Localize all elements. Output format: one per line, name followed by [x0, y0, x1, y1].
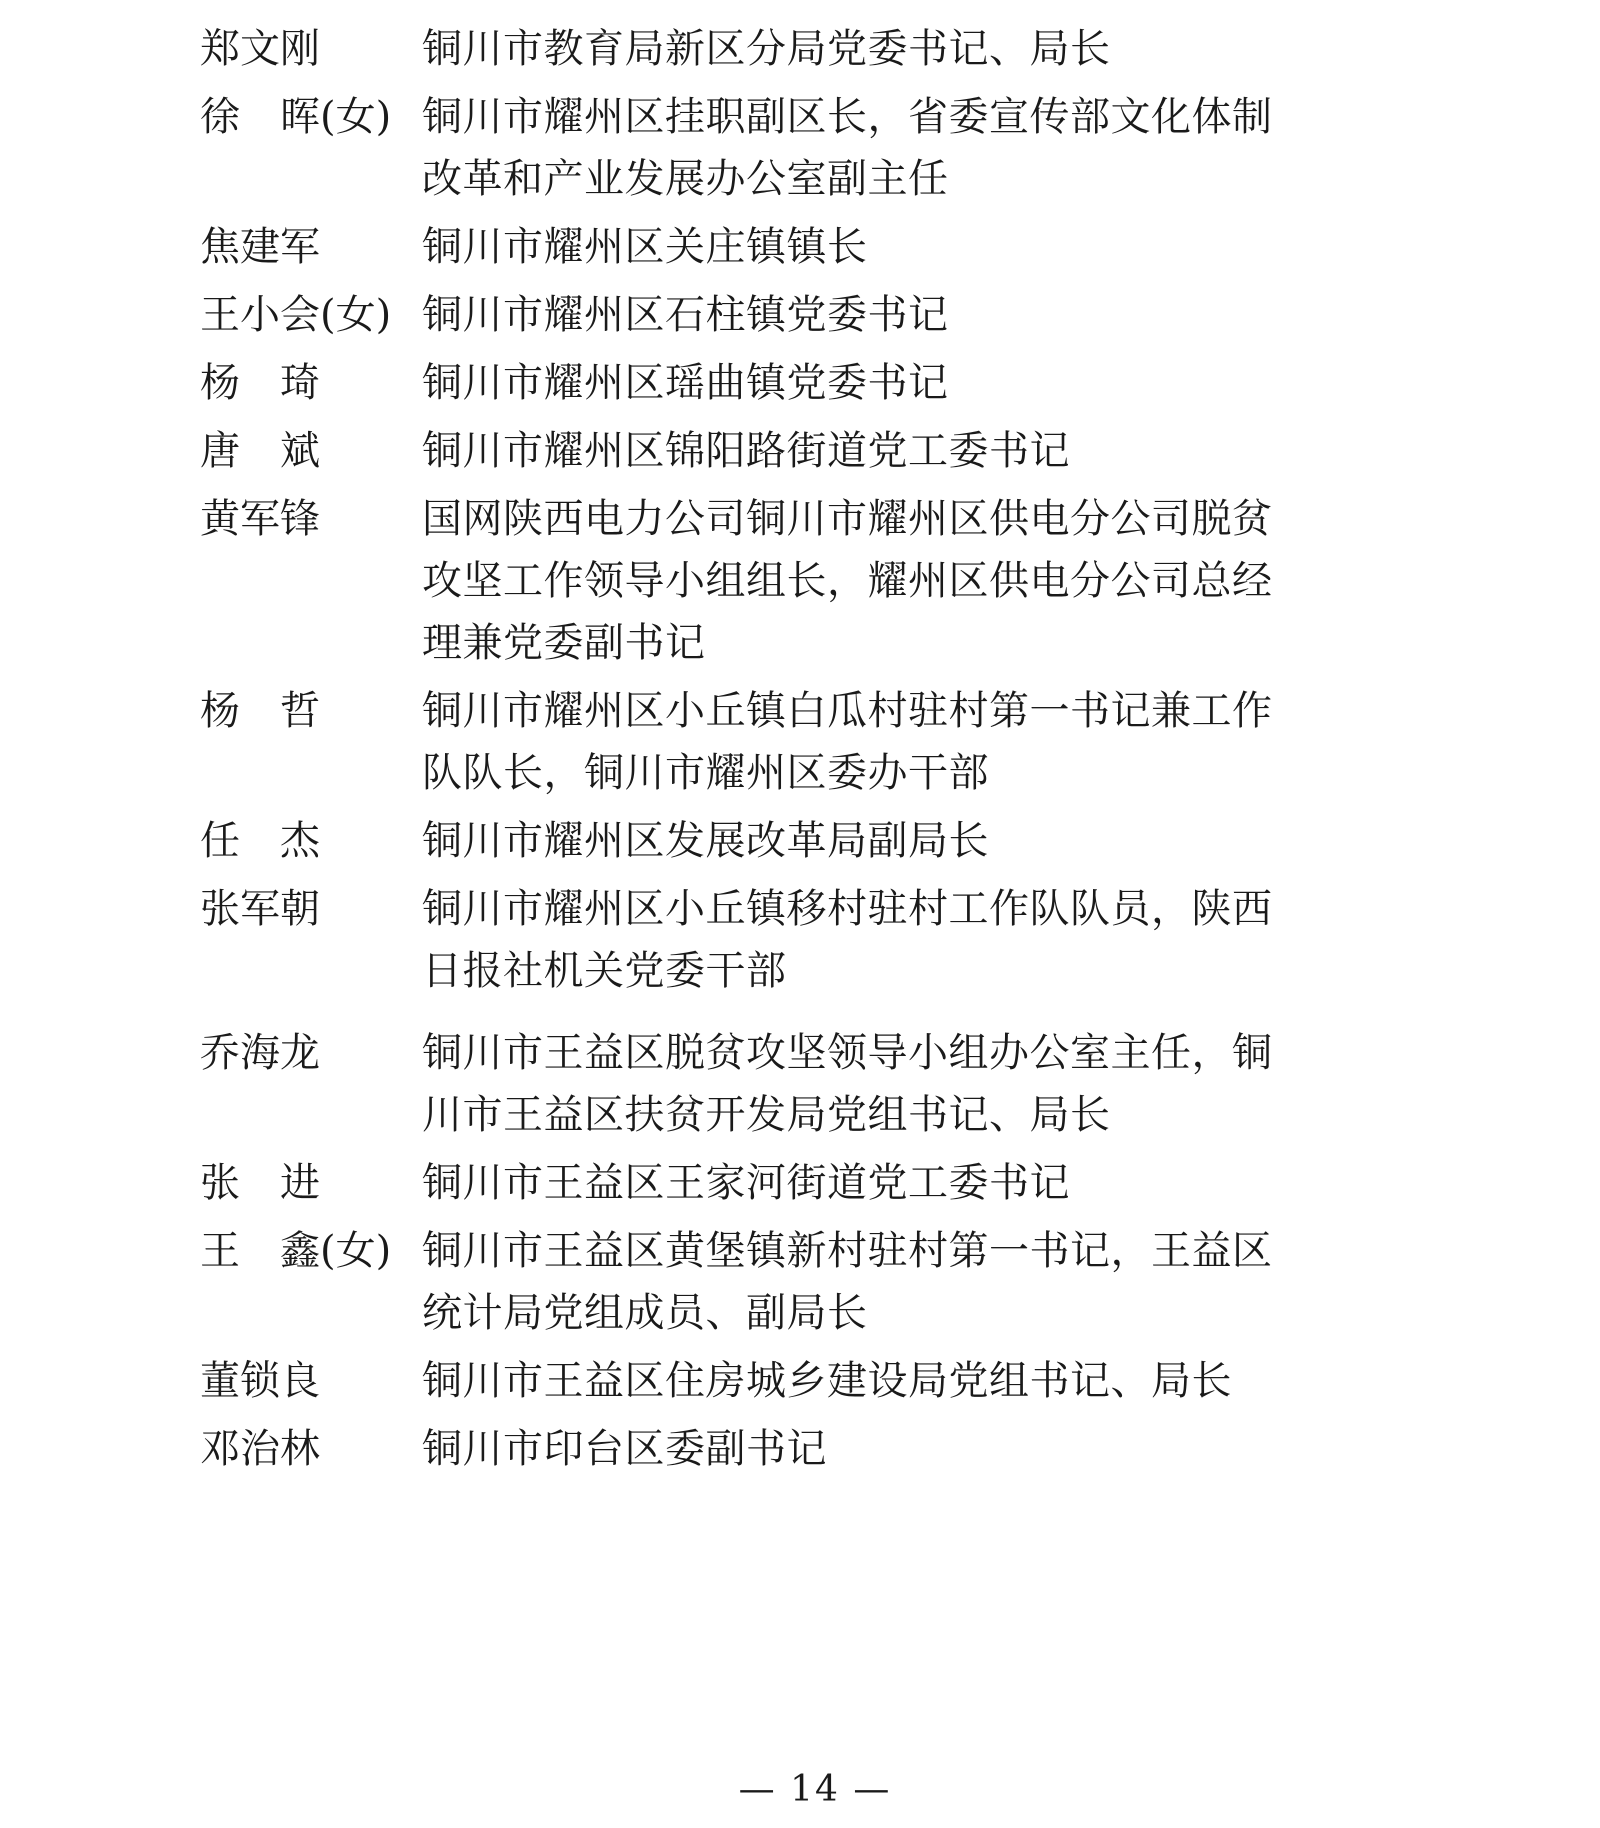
person-title-line: 川市王益区扶贫开发局党组书记、局长: [422, 1092, 1111, 1138]
person-title-line: 理兼党委副书记: [422, 620, 706, 666]
list-item: [200, 1152, 1420, 1214]
person-name: 焦建军: [200, 224, 320, 270]
page-footer: [0, 1769, 1600, 1810]
name-list: [200, 18, 1420, 1480]
person-title-line: 铜川市耀州区锦阳路街道党工委书记: [422, 428, 1070, 474]
person-name: 乔海龙: [200, 1030, 320, 1076]
list-item: [200, 1022, 1420, 1146]
person-name: 杨 琦: [200, 360, 320, 406]
list-item: [200, 810, 1420, 872]
list-item: [200, 352, 1420, 414]
person-title-line: 铜川市耀州区关庄镇镇长: [422, 224, 868, 270]
list-item: [200, 216, 1420, 278]
person-title-line: 攻坚工作领导小组组长，耀州区供电分公司总经: [422, 558, 1273, 604]
person-title: [422, 1418, 1420, 1480]
person-title: [422, 878, 1420, 1002]
person-title-line: 日报社机关党委干部: [422, 948, 787, 994]
list-item: [200, 284, 1420, 346]
person-name: 董锁良: [200, 1358, 320, 1404]
list-item: [200, 18, 1420, 80]
person-name: 黄军锋: [200, 496, 320, 542]
person-title-line: 铜川市教育局新区分局党委书记、局长: [422, 26, 1111, 72]
person-title-line: 铜川市王益区脱贫攻坚领导小组办公室主任，铜: [422, 1030, 1273, 1076]
list-item: [200, 86, 1420, 210]
person-title-line: 改革和产业发展办公室副主任: [422, 156, 949, 202]
person-title: [422, 18, 1420, 80]
person-name: 张 进: [200, 1160, 320, 1206]
person-title: [422, 1152, 1420, 1214]
person-title: [422, 86, 1420, 210]
list-item: [200, 1220, 1420, 1344]
person-name: 徐 晖(女): [200, 94, 392, 140]
person-title: [422, 420, 1420, 482]
list-item: [200, 680, 1420, 804]
person-title-line: 队队长，铜川市耀州区委办干部: [422, 750, 989, 796]
person-title-line: 国网陕西电力公司铜川市耀州区供电分公司脱贫: [422, 496, 1273, 542]
person-title: [422, 352, 1420, 414]
person-name: 郑文刚: [200, 26, 320, 72]
person-title: [422, 284, 1420, 346]
person-title: [422, 1350, 1420, 1412]
list-item: [200, 420, 1420, 482]
person-title-line: 铜川市耀州区瑶曲镇党委书记: [422, 360, 949, 406]
person-name: 邓治林: [200, 1426, 320, 1472]
section-gap: [200, 1008, 1420, 1022]
person-title: [422, 810, 1420, 872]
person-title-line: 铜川市印台区委副书记: [422, 1426, 827, 1472]
person-name: 张军朝: [200, 886, 320, 932]
person-title: [422, 1220, 1420, 1344]
list-item: [200, 488, 1420, 674]
person-name: 杨 哲: [200, 688, 320, 734]
page-number: — 14 —: [738, 1769, 892, 1810]
list-item: [200, 1350, 1420, 1412]
person-title-line: 铜川市耀州区小丘镇移村驻村工作队队员，陕西: [422, 886, 1273, 932]
person-title-line: 铜川市耀州区石柱镇党委书记: [422, 292, 949, 338]
person-title: [422, 1022, 1420, 1146]
person-title-line: 铜川市王益区黄堡镇新村驻村第一书记，王益区: [422, 1228, 1273, 1274]
person-name: 王小会(女): [200, 292, 392, 338]
person-title: [422, 680, 1420, 804]
list-item: [200, 1418, 1420, 1480]
person-title-line: 铜川市耀州区挂职副区长，省委宣传部文化体制: [422, 94, 1273, 140]
person-title: [422, 488, 1420, 674]
list-item: [200, 878, 1420, 1002]
person-title-line: 铜川市耀州区小丘镇白瓜村驻村第一书记兼工作: [422, 688, 1273, 734]
person-name: 任 杰: [200, 818, 320, 864]
person-title-line: 统计局党组成员、副局长: [422, 1290, 868, 1336]
person-title: [422, 216, 1420, 278]
person-title-line: 铜川市王益区住房城乡建设局党组书记、局长: [422, 1358, 1232, 1404]
person-name: 王 鑫(女): [200, 1228, 392, 1274]
person-title-line: 铜川市王益区王家河街道党工委书记: [422, 1160, 1070, 1206]
person-title-line: 铜川市耀州区发展改革局副局长: [422, 818, 989, 864]
person-name: 唐 斌: [200, 428, 320, 474]
